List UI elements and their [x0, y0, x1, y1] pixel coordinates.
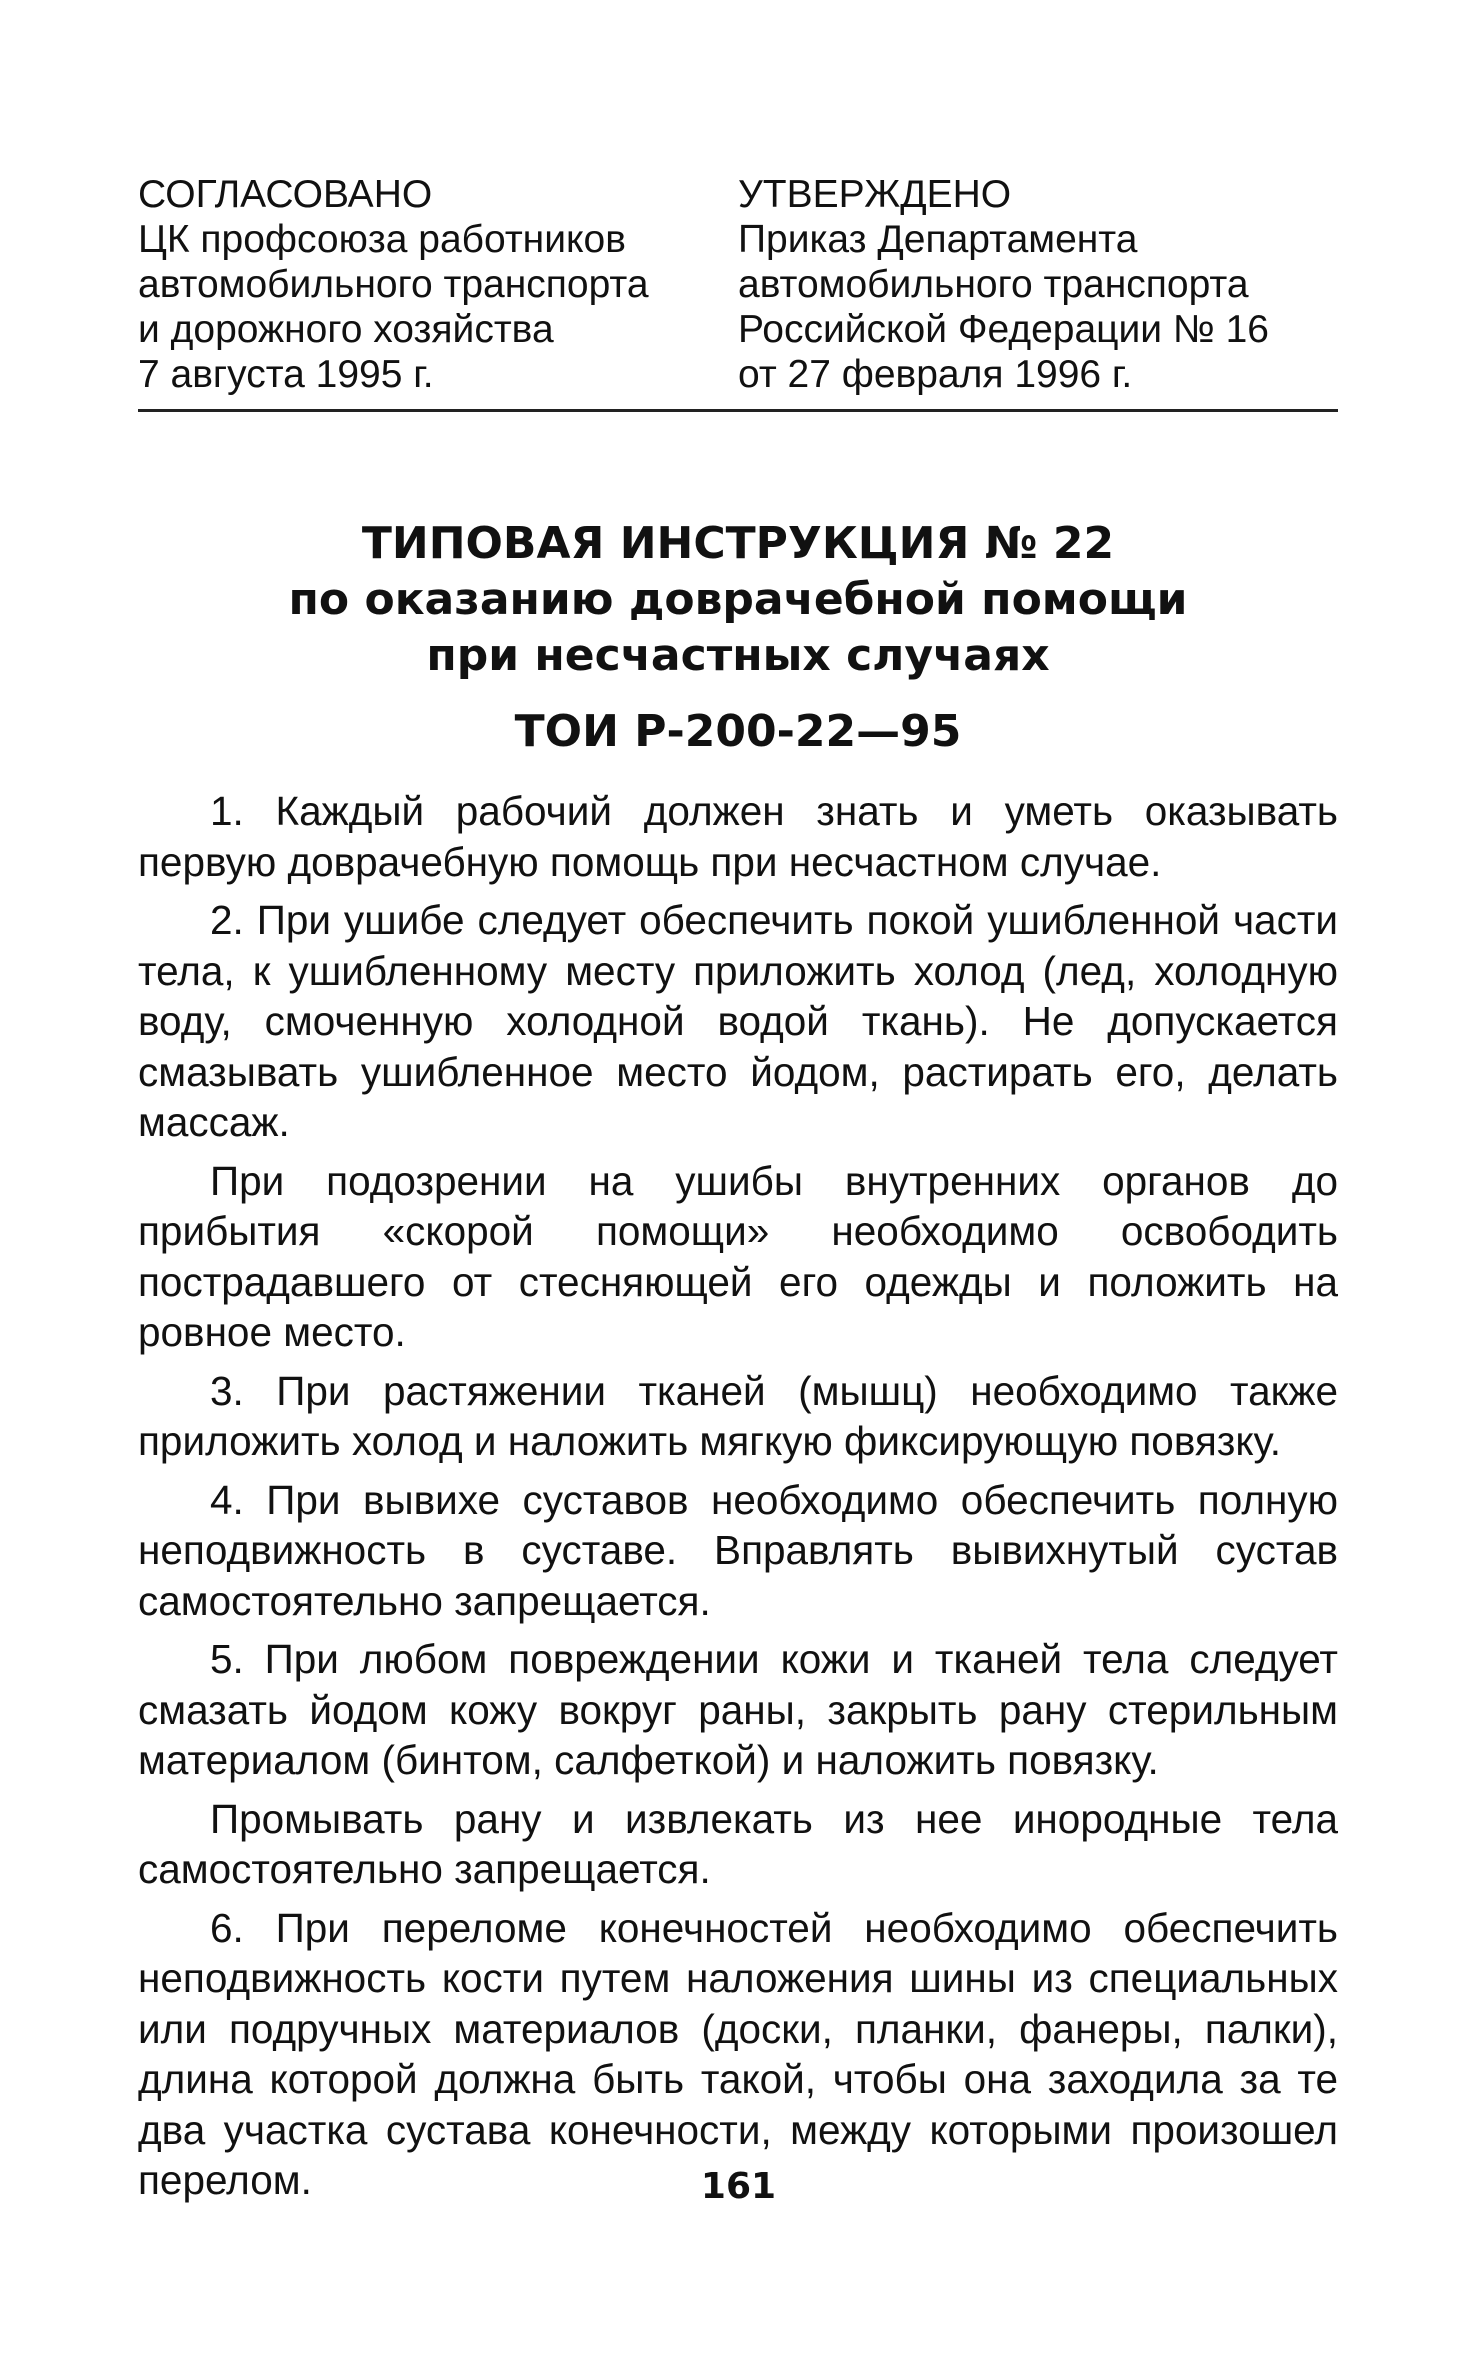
approval-approved-line: Российской Федерации № 16	[738, 308, 1269, 351]
page-number: 161	[700, 2166, 777, 2207]
approval-approved-line: УТВЕРЖДЕНО	[738, 173, 1012, 216]
title-line: ТИПОВАЯ ИНСТРУКЦИЯ № 22	[361, 518, 1115, 569]
document-page	[138, 172, 1338, 2206]
document-code: ТОИ Р-200-22—95	[514, 706, 962, 757]
approval-agreed-line: 7 августа 1995 г.	[138, 353, 434, 396]
approval-agreed-line: СОГЛАСОВАНО	[138, 173, 433, 216]
paragraph: 4. При вывихе суставов необходимо обеспечить полную неподвижность в суставе. Вправлять вывихнутый сустав самостоятельно запрещается.	[138, 1476, 1338, 1624]
approval-block-agreed	[138, 172, 698, 397]
paragraph: 1. Каждый рабочий должен знать и уметь оказывать первую доврачебную помощь при несчастном случае.	[138, 788, 1338, 885]
document-title	[138, 516, 1338, 760]
paragraph: 3. При растяжении тканей (мышц) необходимо также приложить холод и наложить мягкую фиксирующую повязку.	[138, 1367, 1338, 1464]
paragraph: 5. При любом повреждении кожи и тканей тела следует смазать йодом кожу вокруг раны, закрыть рану стерильным материалом (бинтом, салфеткой) и наложить повязку.	[138, 1636, 1338, 1783]
approval-agreed-line: и дорожного хозяйства	[138, 308, 554, 351]
approval-agreed-line: ЦК профсоюза работников	[138, 218, 626, 261]
approval-block-approved	[738, 172, 1338, 397]
approval-approved-line: автомобильного транспорта	[738, 263, 1249, 306]
title-line: по оказанию доврачебной помощи	[288, 574, 1188, 625]
paragraph: 2. При ушибе следует обеспечить покой ушибленной части тела, к ушибленному месту приложить холод (лед, холодную воду, смоченную холодной водой ткань). Не допускается смазывать ушибленное место йодом, растирать его, делать массаж.	[138, 897, 1338, 1145]
header-divider	[138, 409, 1338, 412]
approval-agreed-line: автомобильного транспорта	[138, 263, 649, 306]
paragraph: Промывать рану и извлекать из нее инородные тела самостоятельно запрещается.	[138, 1795, 1338, 1892]
instruction-body	[138, 786, 1338, 2206]
paragraph: При подозрении на ушибы внутренних органов до прибытия «скорой помощи» необходимо освободить пострадавшего от стесняющей его одежды и положить на ровное место.	[138, 1157, 1338, 1355]
paragraph: 6. При переломе конечностей необходимо обеспечить неподвижность кости путем наложения шины из специальных или подручных материалов (доски, планки, фанеры, палки), длина которой должна быть такой, чтобы она заходила за те два участка сустава конечности, между которыми произошел перелом.	[138, 1904, 1338, 2203]
approval-approved-line: от 27 февраля 1996 г.	[738, 353, 1133, 396]
approval-header	[138, 172, 1338, 397]
title-line: при несчастных случаях	[426, 630, 1050, 681]
approval-approved-line: Приказ Департамента	[738, 218, 1138, 261]
